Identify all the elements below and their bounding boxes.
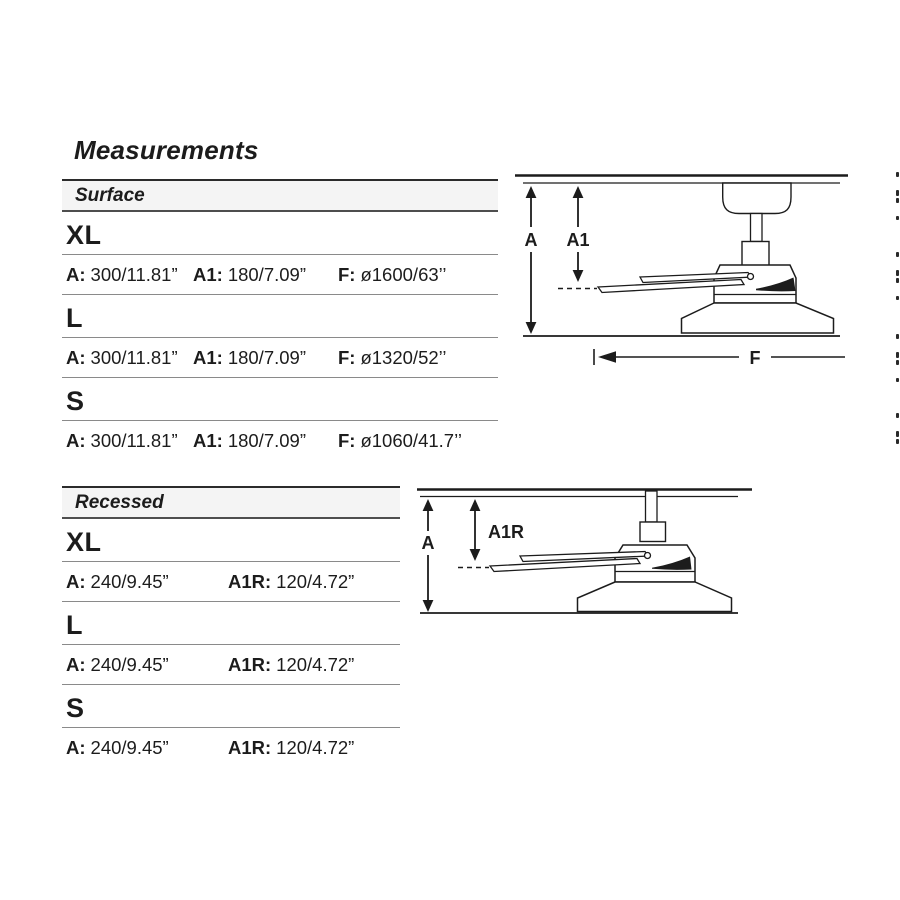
cutoff-text-fragment <box>896 334 899 339</box>
cutoff-text-fragment <box>896 378 899 382</box>
size-label-xl: XL <box>62 519 400 562</box>
recessed-header-label: Recessed <box>75 491 164 513</box>
fan-downrod <box>751 214 763 242</box>
size-label-l: L <box>62 602 400 645</box>
spec-a: A: 300/11.81” <box>66 346 178 368</box>
spec-row-recessed-xl <box>62 562 400 602</box>
cutoff-text-fragment <box>896 190 899 196</box>
fan-light-diffuser <box>682 303 834 333</box>
spec-a: A: 300/11.81” <box>66 430 178 451</box>
cutoff-text-fragment <box>896 216 899 220</box>
cutoff-text-fragment <box>896 278 899 283</box>
spec-a1: A1: 180/7.09” <box>193 346 306 368</box>
surface-table-header <box>62 179 498 212</box>
dimension-label-a: A <box>421 533 435 553</box>
surface-mount-diagram <box>505 165 900 370</box>
size-label-xl: XL <box>62 212 498 255</box>
spec-a: A: 300/11.81” <box>66 263 178 285</box>
cutoff-text-fragment <box>896 360 899 365</box>
spec-a: A: 240/9.45” <box>66 570 169 592</box>
spec-a1r: A1R: 120/4.72” <box>228 570 355 592</box>
dimension-label-a: A <box>524 230 538 250</box>
fan-downrod <box>646 491 658 522</box>
cutoff-text-fragment <box>896 172 899 177</box>
recessed-table-header <box>62 486 400 519</box>
cutoff-text-fragment <box>896 270 899 276</box>
size-label-s: S <box>62 378 498 421</box>
dimension-label-a1r: A1R <box>488 522 525 542</box>
dimension-line-f <box>594 349 845 365</box>
spec-row-surface-l <box>62 338 498 378</box>
fan-blade-hub <box>748 274 754 280</box>
fan-light-diffuser <box>578 582 732 612</box>
spec-row-recessed-l <box>62 645 400 685</box>
spec-row-surface-s <box>62 421 498 461</box>
spec-f: F: ø1320/52’’ <box>338 346 447 368</box>
spec-row-recessed-s <box>62 728 400 768</box>
fan-blade-hub <box>645 553 651 559</box>
dimension-label-a1: A1 <box>566 230 590 250</box>
fan-downrod-connector <box>640 522 666 542</box>
cutoff-text-fragment <box>896 296 899 300</box>
cutoff-text-fragment <box>896 439 899 444</box>
size-label-l: L <box>62 295 498 338</box>
spec-a: A: 240/9.45” <box>66 737 169 758</box>
dimension-arrow-a1r <box>470 499 481 561</box>
size-label-s: S <box>62 685 400 728</box>
cutoff-text-fragment <box>896 431 899 437</box>
recessed-mount-diagram <box>405 478 755 618</box>
dimension-arrow-a <box>526 186 537 334</box>
dimension-label-f: F <box>749 348 761 368</box>
page-title: Measurements <box>74 135 259 165</box>
fan-downrod-connector <box>742 242 769 266</box>
fan-canopy <box>723 183 791 214</box>
cutoff-text-fragment <box>896 352 899 358</box>
spec-a1r: A1R: 120/4.72” <box>228 653 355 675</box>
surface-header-label: Surface <box>75 184 145 206</box>
dimension-arrow-a <box>423 499 434 612</box>
spec-a1: A1: 180/7.09” <box>193 430 306 451</box>
spec-a: A: 240/9.45” <box>66 653 169 675</box>
spec-f: F: ø1600/63’’ <box>338 263 447 285</box>
spec-f: F: ø1060/41.7’’ <box>338 430 462 451</box>
cutoff-text-fragment <box>896 198 899 203</box>
surface-table <box>62 179 498 461</box>
cutoff-text-fragment <box>896 413 899 418</box>
spec-a1r: A1R: 120/4.72” <box>228 737 355 758</box>
spec-row-surface-xl <box>62 255 498 295</box>
spec-a1: A1: 180/7.09” <box>193 263 306 285</box>
cutoff-text-fragment <box>896 252 899 257</box>
recessed-table <box>62 486 400 768</box>
